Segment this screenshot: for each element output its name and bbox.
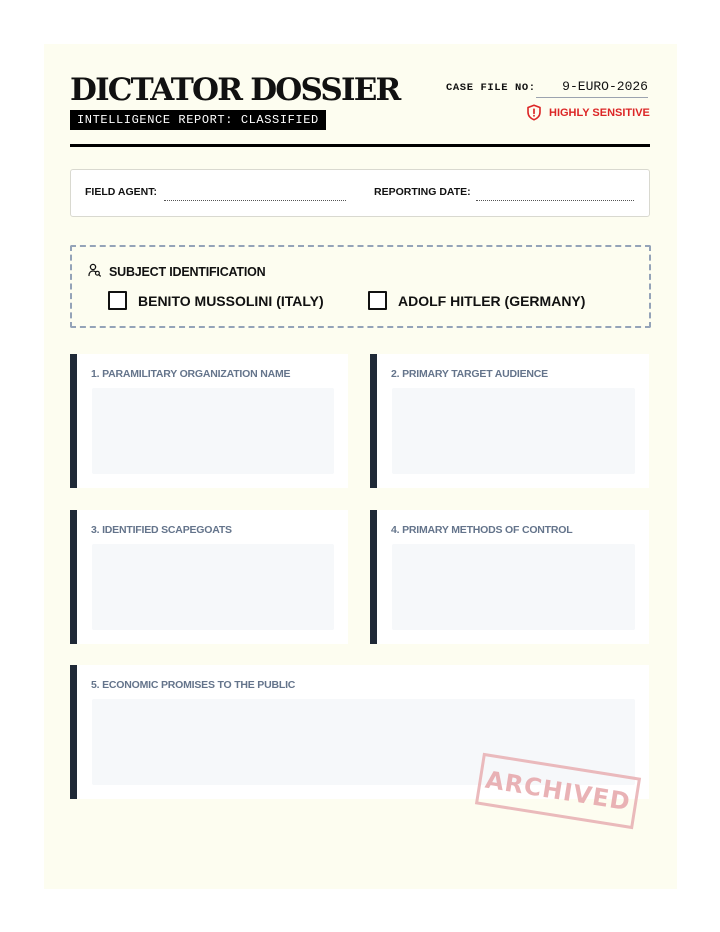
- header-divider: [70, 144, 650, 147]
- page-title: DICTATOR DOSSIER: [70, 72, 400, 108]
- archived-stamp: ARCHIVED: [475, 753, 641, 829]
- reporting-date-input[interactable]: [476, 200, 634, 201]
- section-economic-promises-label: 5. ECONOMIC PROMISES TO THE PUBLIC: [91, 679, 296, 691]
- section-paramilitary-label: 1. PARAMILITARY ORGANIZATION NAME: [91, 368, 291, 380]
- agent-info-box: [70, 169, 650, 217]
- option-mussolini[interactable]: [108, 291, 324, 310]
- field-agent-input[interactable]: [164, 200, 346, 201]
- reporting-date-label: REPORTING DATE:: [374, 186, 471, 198]
- section-scapegoats-input[interactable]: [92, 544, 334, 630]
- checkbox-hitler[interactable]: [368, 291, 387, 310]
- subject-heading-text: SUBJECT IDENTIFICATION: [109, 264, 266, 279]
- option-mussolini-label: BENITO MUSSOLINI (ITALY): [138, 292, 324, 309]
- section-scapegoats-label: 3. IDENTIFIED SCAPEGOATS: [91, 524, 232, 536]
- section-methods-of-control-label: 4. PRIMARY METHODS OF CONTROL: [391, 524, 573, 536]
- option-hitler[interactable]: [368, 291, 585, 310]
- section-target-audience-label: 2. PRIMARY TARGET AUDIENCE: [391, 368, 548, 380]
- section-target-audience-input[interactable]: [392, 388, 635, 474]
- checkbox-mussolini[interactable]: [108, 291, 127, 310]
- sensitivity-badge: [526, 104, 650, 121]
- case-file-value[interactable]: 9-EURO-2026: [536, 79, 648, 98]
- section-paramilitary-input[interactable]: [92, 388, 334, 474]
- section-methods-of-control-input[interactable]: [392, 544, 635, 630]
- subject-identification-box: [70, 245, 651, 328]
- shield-alert-icon: [526, 104, 542, 121]
- section-target-audience: [370, 354, 649, 488]
- user-search-icon: [88, 263, 101, 280]
- case-file-label: CASE FILE NO:: [446, 82, 536, 94]
- section-methods-of-control: [370, 510, 649, 644]
- subject-heading: [88, 263, 265, 280]
- field-agent-label: FIELD AGENT:: [85, 186, 157, 198]
- classification-banner: INTELLIGENCE REPORT: CLASSIFIED: [70, 110, 326, 130]
- section-scapegoats: [70, 510, 348, 644]
- section-paramilitary: [70, 354, 348, 488]
- option-hitler-label: ADOLF HITLER (GERMANY): [398, 292, 586, 309]
- sensitivity-text: HIGHLY SENSITIVE: [549, 106, 650, 119]
